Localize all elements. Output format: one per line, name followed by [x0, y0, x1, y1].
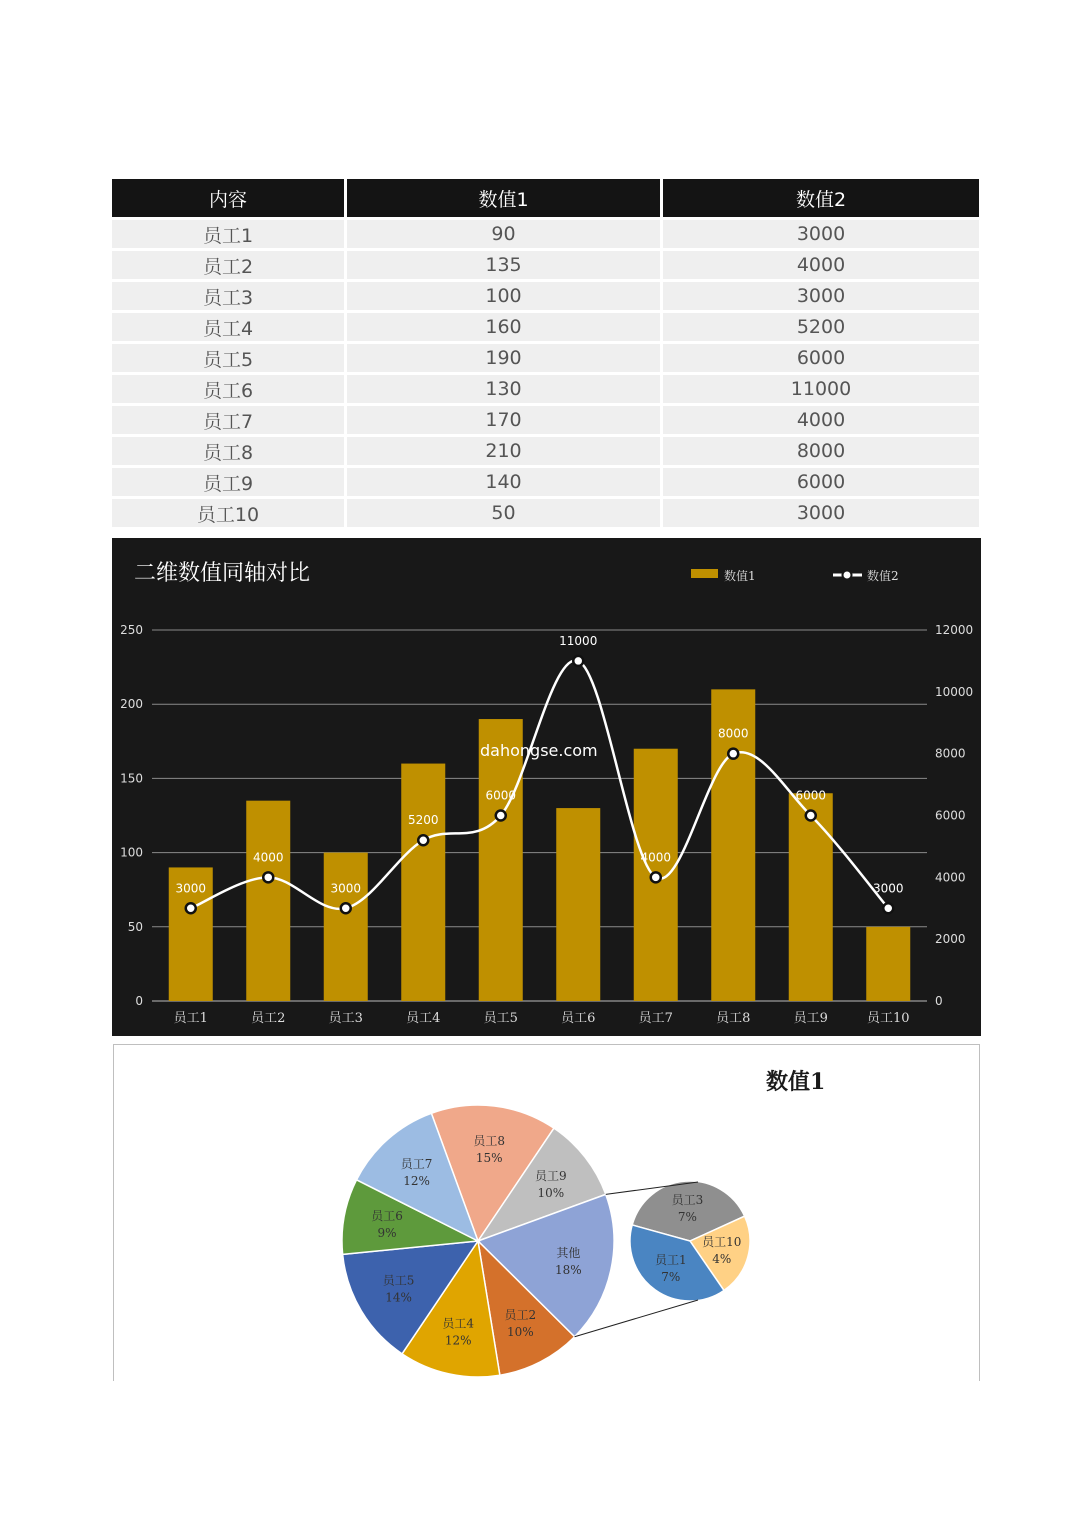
bar [401, 764, 445, 1001]
watermark-text: dahongse.com [480, 741, 598, 760]
cell-value2: 8000 [663, 434, 979, 465]
pie-secondary [630, 1181, 750, 1301]
y-tick-label: 50 [127, 919, 143, 934]
y2-tick-label: 8000 [935, 746, 966, 761]
cell-value1: 160 [347, 310, 663, 341]
line-data-label: 6000 [795, 788, 827, 803]
x-tick-label: 员工9 [793, 1011, 828, 1026]
combo-legend [691, 568, 899, 583]
combo-chart-panel [112, 538, 981, 1036]
table-row [112, 217, 979, 248]
cell-value2: 3000 [663, 496, 979, 527]
bar [789, 793, 833, 1001]
line-point [341, 903, 351, 913]
cell-value2: 4000 [663, 248, 979, 279]
line-point [418, 835, 428, 845]
slice-label: 员工10 [702, 1234, 742, 1249]
cell-content: 员工3 [112, 279, 347, 310]
slice-label: 员工5 [382, 1273, 415, 1288]
header-value1: 数值1 [347, 179, 663, 217]
pie-chart-panel [113, 1044, 980, 1381]
line-data-label: 6000 [485, 788, 517, 803]
line-point [883, 903, 893, 913]
y-tick-label: 0 [135, 994, 143, 1008]
table-row [112, 434, 979, 465]
table-row [112, 248, 979, 279]
slice-label: 员工4 [442, 1316, 475, 1331]
slice-percent: 15% [475, 1151, 503, 1166]
slice-percent: 7% [677, 1210, 697, 1225]
slice-label: 员工7 [400, 1156, 433, 1171]
y-tick-label: 100 [120, 845, 143, 860]
y2-tick-label: 10000 [935, 684, 974, 699]
cell-value2: 3000 [663, 217, 979, 248]
line-data-label: 3000 [330, 881, 362, 896]
legend-label-value2: 数值2 [867, 569, 899, 583]
line-point [806, 811, 816, 821]
line-point [573, 656, 583, 666]
cell-content: 员工1 [112, 217, 347, 248]
combo-chart-title: 二维数值同轴对比 [134, 561, 311, 586]
table-row [112, 341, 979, 372]
cell-content: 员工10 [112, 496, 347, 527]
cell-value1: 130 [347, 372, 663, 403]
table-row [112, 310, 979, 341]
bar [479, 719, 523, 1001]
slice-label: 员工3 [671, 1193, 704, 1208]
table-row [112, 496, 979, 527]
cell-content: 员工5 [112, 341, 347, 372]
y2-tick-label: 2000 [935, 932, 966, 947]
table-header-row [112, 179, 979, 217]
cell-value1: 90 [347, 217, 663, 248]
pie-main [342, 1105, 614, 1377]
slice-label: 员工9 [535, 1168, 567, 1183]
table-row [112, 403, 979, 434]
cell-value2: 6000 [663, 341, 979, 372]
pie-chart [114, 1045, 979, 1381]
line-data-label: 4000 [640, 850, 672, 865]
slice-percent: 10% [537, 1185, 565, 1200]
slice-percent: 18% [555, 1262, 582, 1277]
slice-label: 员工2 [504, 1308, 537, 1323]
x-tick-label: 员工8 [716, 1011, 751, 1026]
line-data-label: 4000 [252, 850, 284, 865]
cell-content: 员工2 [112, 248, 347, 279]
bar [246, 801, 290, 1001]
cell-value2: 4000 [663, 403, 979, 434]
cell-content: 员工8 [112, 434, 347, 465]
cell-content: 员工7 [112, 403, 347, 434]
cell-content: 员工4 [112, 310, 347, 341]
series-line-value2 [191, 660, 889, 909]
cell-value1: 210 [347, 434, 663, 465]
x-tick-label: 员工1 [173, 1011, 208, 1026]
cell-value1: 190 [347, 341, 663, 372]
x-tick-label: 员工10 [866, 1011, 910, 1026]
cell-value2: 6000 [663, 465, 979, 496]
bar [324, 853, 368, 1001]
slice-percent: 10% [507, 1325, 534, 1340]
legend-marker-value2 [843, 571, 852, 580]
x-tick-label: 员工2 [251, 1011, 286, 1026]
legend-swatch-value1 [691, 569, 718, 578]
pie-chart-title: 数值1 [766, 1069, 826, 1095]
combo-bars [169, 689, 911, 1001]
cell-value2: 11000 [663, 372, 979, 403]
line-point [728, 749, 738, 759]
header-value2: 数值2 [663, 179, 979, 217]
line-data-label: 3000 [872, 881, 904, 896]
cell-value2: 5200 [663, 310, 979, 341]
slice-label: 员工8 [473, 1134, 506, 1149]
y-tick-label: 150 [120, 771, 143, 786]
x-tick-label: 员工4 [406, 1011, 441, 1026]
line-data-label: 5200 [407, 813, 439, 828]
table-row [112, 372, 979, 403]
slice-percent: 14% [385, 1290, 412, 1305]
bar [866, 927, 910, 1001]
table-row [112, 465, 979, 496]
y-tick-label: 200 [120, 697, 143, 712]
line-data-label: 8000 [717, 726, 749, 741]
y2-tick-label: 4000 [935, 870, 966, 885]
slice-percent: 12% [444, 1333, 472, 1348]
y2-tick-label: 6000 [935, 808, 966, 823]
cell-value1: 100 [347, 279, 663, 310]
y2-tick-label: 0 [935, 994, 943, 1008]
legend-label-value1: 数值1 [724, 569, 756, 583]
table-body [112, 217, 979, 527]
cell-content: 员工9 [112, 465, 347, 496]
slice-percent: 4% [712, 1251, 732, 1266]
table-row [112, 279, 979, 310]
cell-value1: 50 [347, 496, 663, 527]
slice-percent: 7% [661, 1269, 681, 1284]
cell-value1: 170 [347, 403, 663, 434]
y-tick-label: 250 [120, 623, 143, 637]
x-tick-label: 员工6 [561, 1011, 596, 1026]
cell-value1: 135 [347, 248, 663, 279]
line-point [651, 872, 661, 882]
cell-content: 员工6 [112, 372, 347, 403]
cell-value1: 140 [347, 465, 663, 496]
line-point [496, 811, 506, 821]
slice-label: 员工6 [371, 1209, 403, 1224]
x-tick-label: 员工5 [483, 1011, 518, 1026]
cell-value2: 3000 [663, 279, 979, 310]
x-tick-label: 员工3 [328, 1011, 363, 1026]
combo-chart [112, 538, 981, 1036]
bar [556, 808, 600, 1001]
slice-label: 其他 [556, 1245, 581, 1260]
x-tick-label: 员工7 [638, 1011, 673, 1026]
slice-percent: 9% [377, 1226, 397, 1241]
slice-percent: 12% [403, 1173, 430, 1188]
line-data-label: 11000 [559, 633, 598, 648]
header-content: 内容 [112, 179, 347, 217]
line-point [186, 903, 196, 913]
y2-tick-label: 12000 [935, 623, 974, 637]
line-data-label: 3000 [175, 881, 207, 896]
line-point [263, 872, 273, 882]
slice-label: 员工1 [655, 1252, 687, 1267]
data-table [112, 179, 979, 527]
